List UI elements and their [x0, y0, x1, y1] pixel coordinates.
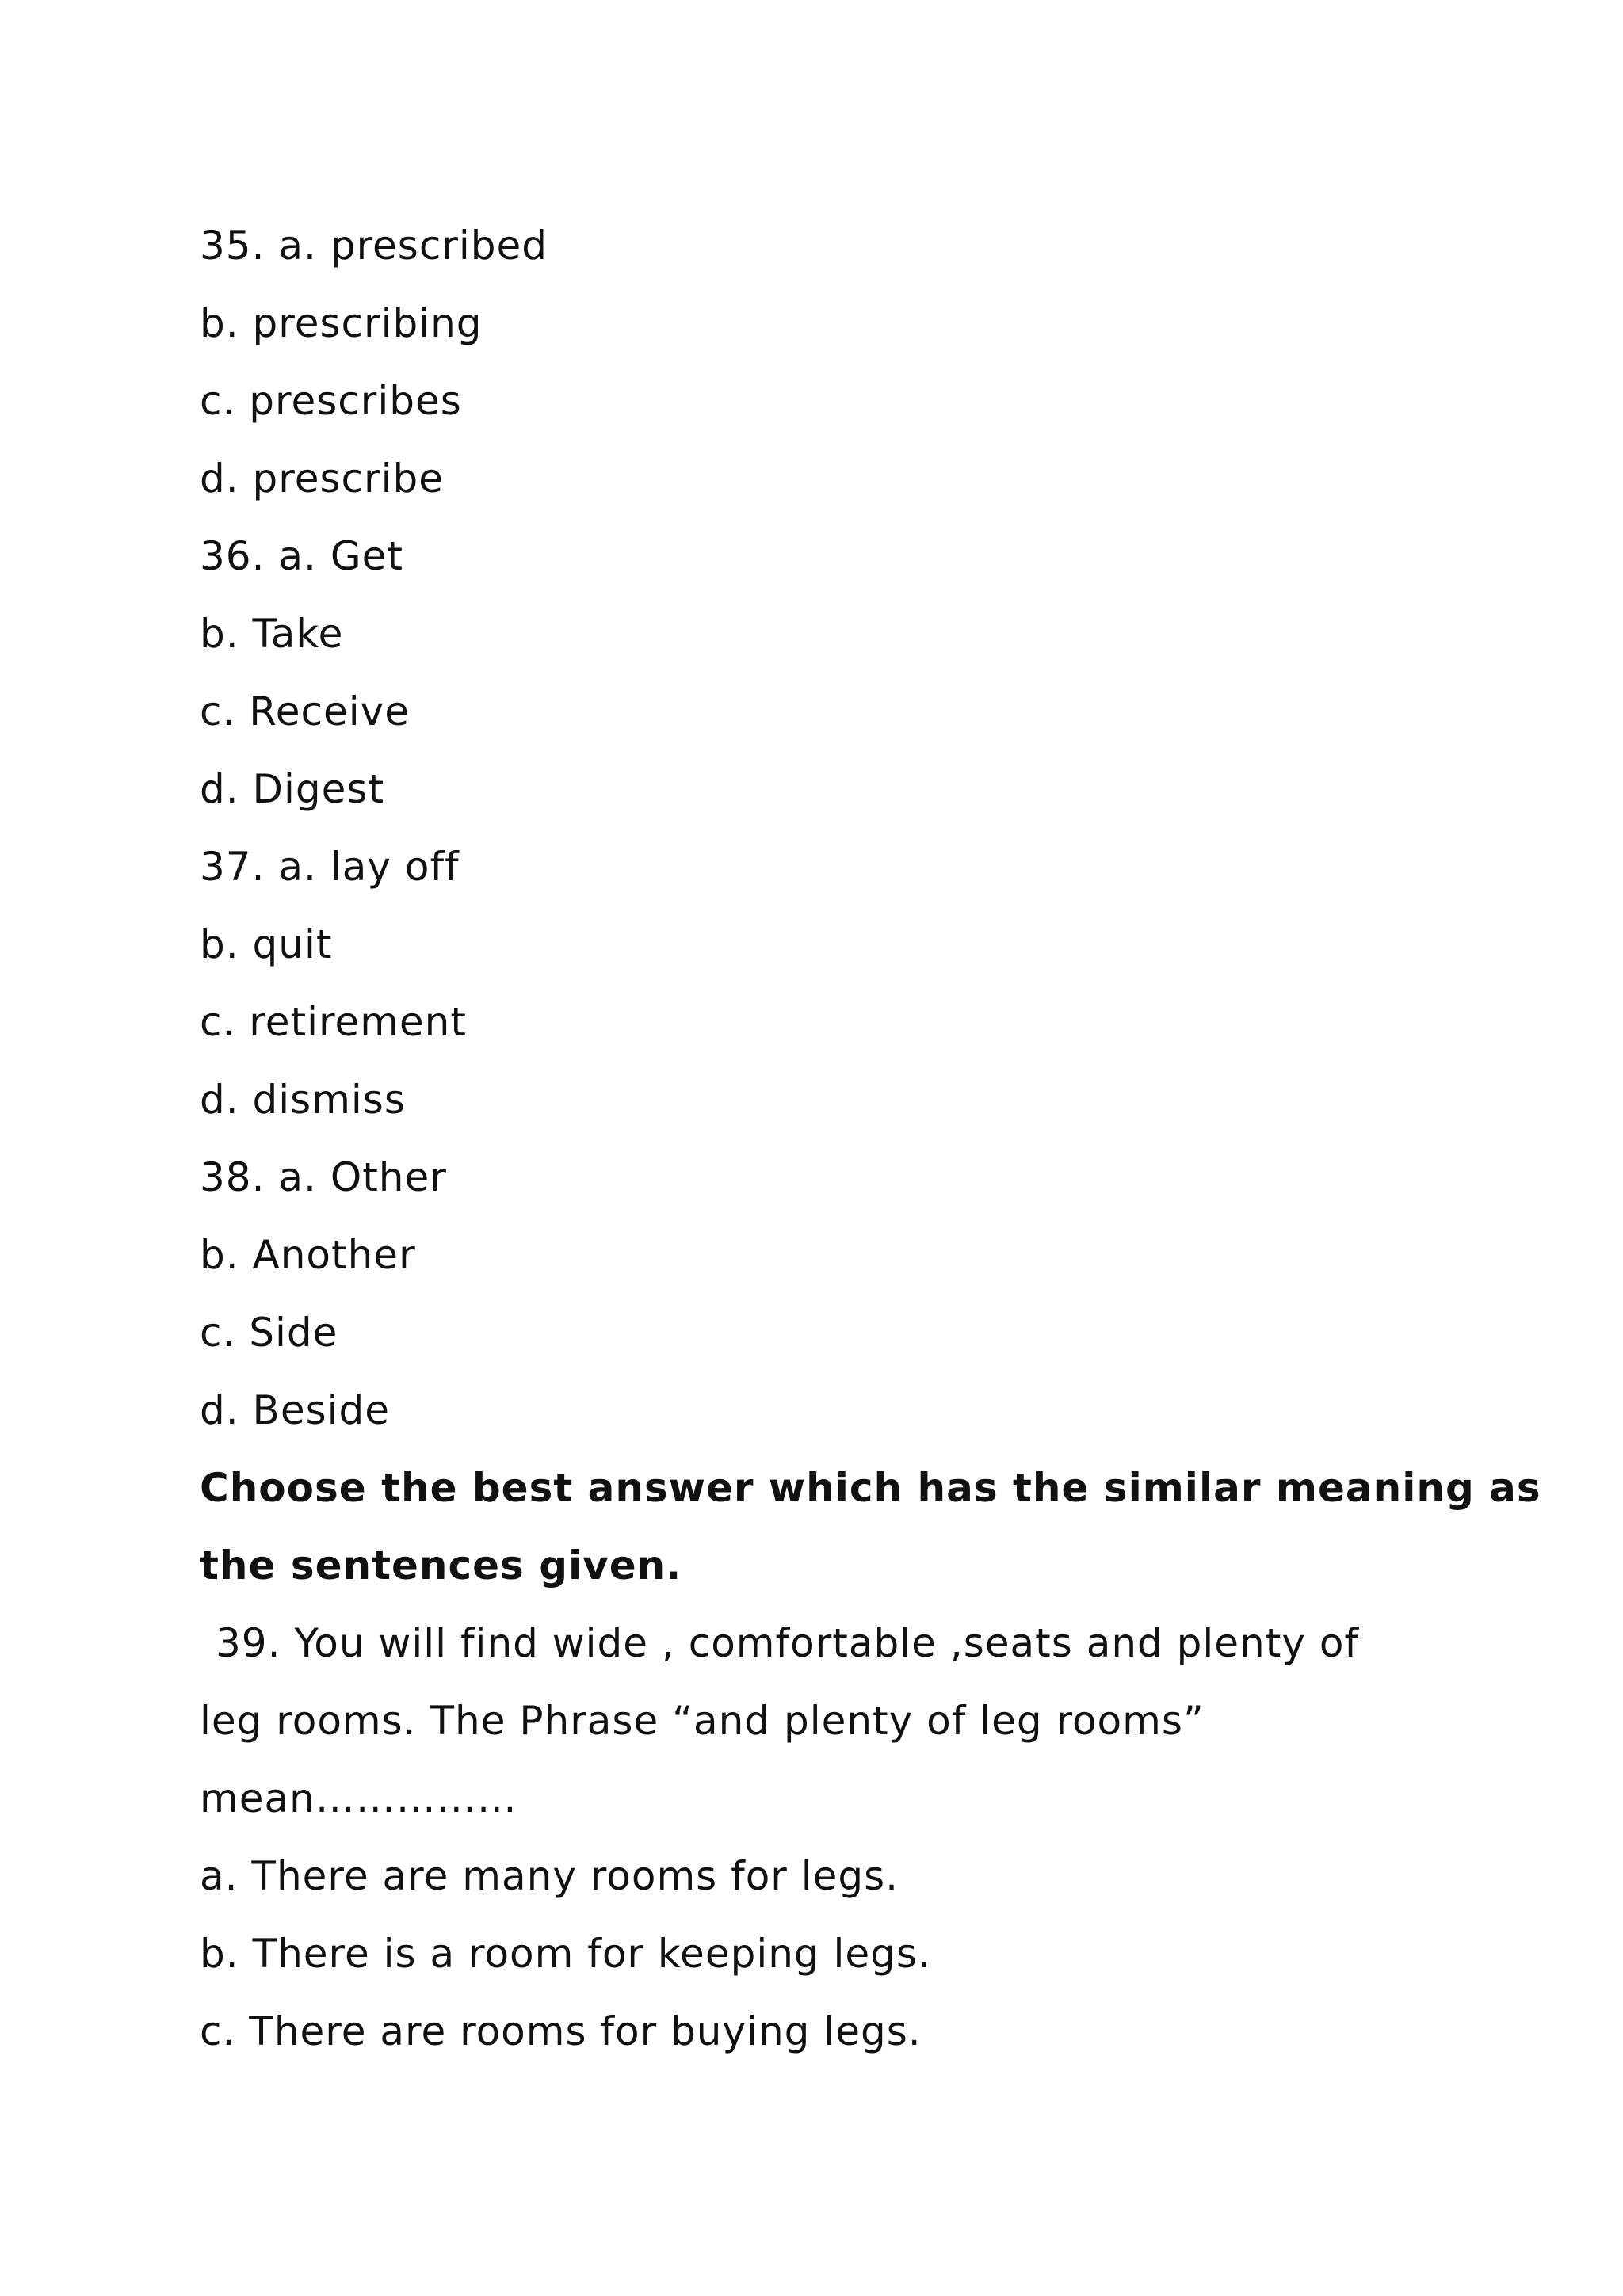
- q36-option-c: c. Receive: [200, 688, 411, 734]
- q39-option-a: a. There are many rooms for legs.: [200, 1853, 899, 1899]
- q39-option-b: b. There is a room for keeping legs.: [200, 1931, 931, 1977]
- q38-option-b: b. Another: [200, 1232, 416, 1278]
- document-content: [200, 215, 1541, 2079]
- instruction-line-2: the sentences given.: [200, 1543, 682, 1589]
- q36-option-d: d. Digest: [200, 766, 385, 812]
- q37-option-c: c. retirement: [200, 999, 467, 1045]
- q35-option-a: 35. a. prescribed: [200, 223, 548, 269]
- q38-option-a: 38. a. Other: [200, 1154, 447, 1200]
- q39-option-c: c. There are rooms for buying legs.: [200, 2008, 922, 2054]
- q38-option-d: d. Beside: [200, 1387, 391, 1433]
- q36-option-a: 36. a. Get: [200, 533, 403, 579]
- q39-question-line-3: mean……………: [200, 1775, 517, 1821]
- q35-option-d: d. prescribe: [200, 456, 444, 502]
- q35-option-c: c. prescribes: [200, 378, 462, 424]
- q39-question-line-2: leg rooms. The Phrase “and plenty of leg rooms”: [200, 1698, 1205, 1744]
- q37-option-a: 37. a. lay off: [200, 844, 460, 890]
- q37-option-b: b. quit: [200, 921, 333, 967]
- q39-question-line-1: 39. You will find wide , comfortable ,seats and plenty of: [216, 1620, 1360, 1666]
- instruction-line-1: Choose the best answer which has the similar meaning as: [200, 1465, 1541, 1511]
- q38-option-c: c. Side: [200, 1310, 338, 1356]
- q35-option-b: b. prescribing: [200, 300, 483, 346]
- q36-option-b: b. Take: [200, 611, 344, 657]
- q37-option-d: d. dismiss: [200, 1077, 406, 1123]
